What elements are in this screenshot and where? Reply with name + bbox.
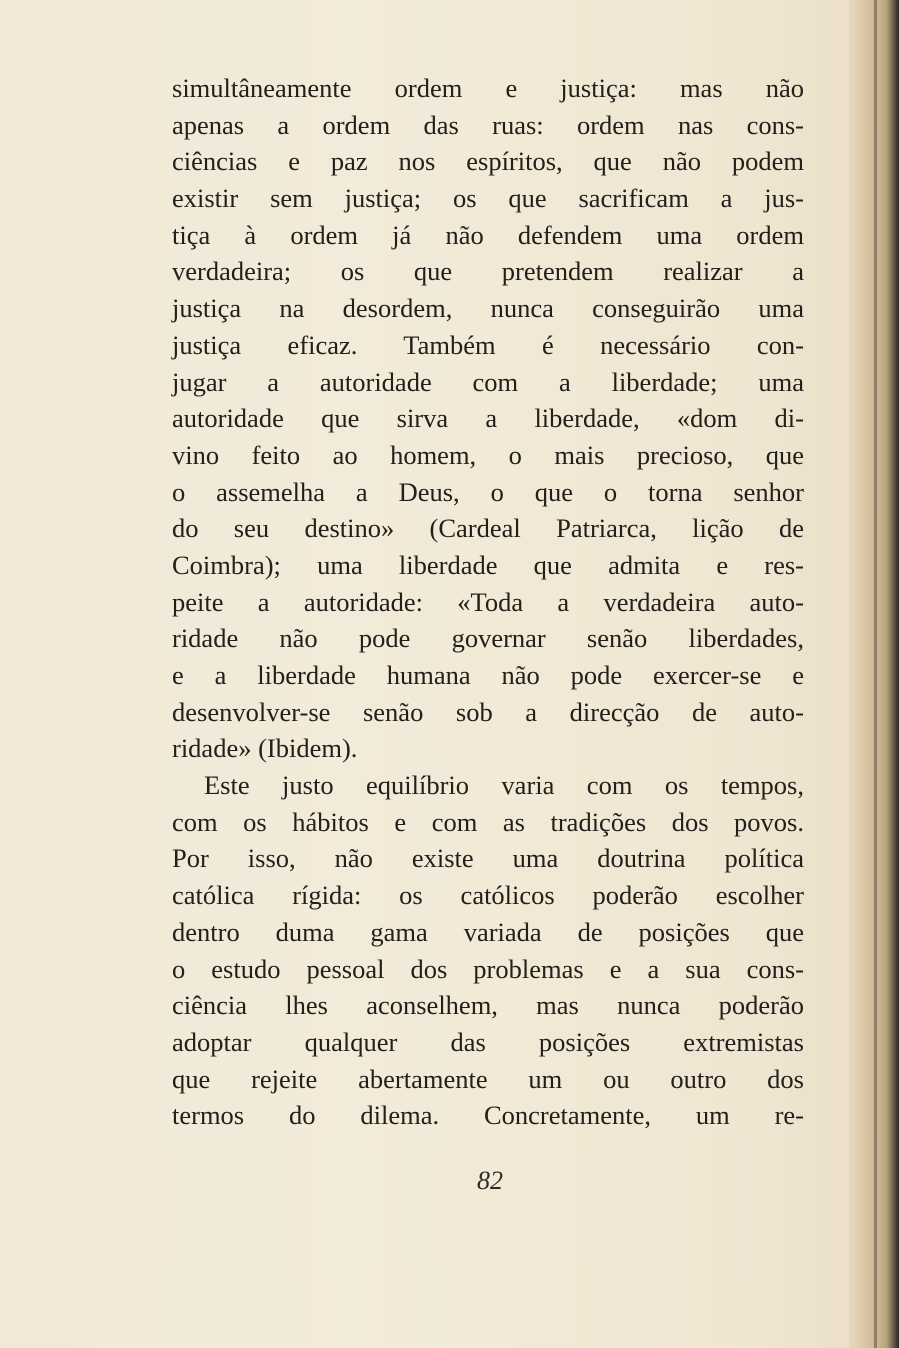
text-line: do seu destino» (Cardeal Patriarca, lição de bbox=[172, 513, 804, 544]
text-line: ridade não pode governar senão liberdades, bbox=[172, 623, 804, 654]
text-line: justiça eficaz. Também é necessário con- bbox=[172, 329, 804, 360]
text-line: verdadeira; os que pretendem realizar a bbox=[172, 256, 804, 287]
text-line: tiça à ordem já não defendem uma ordem bbox=[172, 219, 804, 250]
text-line: o assemelha a Deus, o que o torna senhor bbox=[172, 476, 804, 507]
text-line: Este justo equilíbrio varia com os tempos, bbox=[204, 770, 804, 801]
text-line: ridade» (Ibidem). bbox=[172, 733, 358, 764]
text-line: Por isso, não existe uma doutrina política bbox=[172, 843, 804, 874]
text-line: existir sem justiça; os que sacrificam a jus- bbox=[172, 183, 804, 214]
page-edge-line bbox=[874, 0, 877, 1348]
text-line: o estudo pessoal dos problemas e a sua cons- bbox=[172, 953, 804, 984]
body-text bbox=[172, 70, 804, 1134]
text-line: apenas a ordem das ruas: ordem nas cons- bbox=[172, 109, 804, 140]
text-line: dentro duma gama variada de posições que bbox=[172, 916, 804, 947]
text-line: ciência lhes aconselhem, mas nunca poderão bbox=[172, 990, 804, 1021]
paragraph-1 bbox=[172, 70, 804, 767]
text-line: vino feito ao homem, o mais precioso, que bbox=[172, 439, 804, 470]
page-number: 82 bbox=[477, 1166, 503, 1195]
text-line: termos do dilema. Concretamente, um re- bbox=[172, 1100, 804, 1131]
text-line: ciências e paz nos espíritos, que não podem bbox=[172, 146, 804, 177]
text-line: peite a autoridade: «Toda a verdadeira auto- bbox=[172, 586, 804, 617]
text-line: católica rígida: os católicos poderão escolher bbox=[172, 880, 804, 911]
text-line: que rejeite abertamente um ou outro dos bbox=[172, 1063, 804, 1094]
text-line: desenvolver-se senão sob a direcção de auto- bbox=[172, 696, 804, 727]
text-line: Coimbra); uma liberdade que admita e res- bbox=[172, 549, 804, 580]
text-line: e a liberdade humana não pode exercer-se e bbox=[172, 660, 804, 690]
paragraph-2 bbox=[172, 767, 804, 1134]
text-line: com os hábitos e com as tradições dos povos. bbox=[172, 806, 804, 837]
text-line: adoptar qualquer das posições extremistas bbox=[172, 1026, 804, 1057]
text-line: justiça na desordem, nunca conseguirão uma bbox=[172, 293, 804, 324]
text-line: autoridade que sirva a liberdade, «dom di- bbox=[172, 403, 804, 434]
text-line: simultâneamente ordem e justiça: mas não bbox=[172, 73, 804, 103]
text-line: jugar a autoridade com a liberdade; uma bbox=[172, 366, 804, 397]
